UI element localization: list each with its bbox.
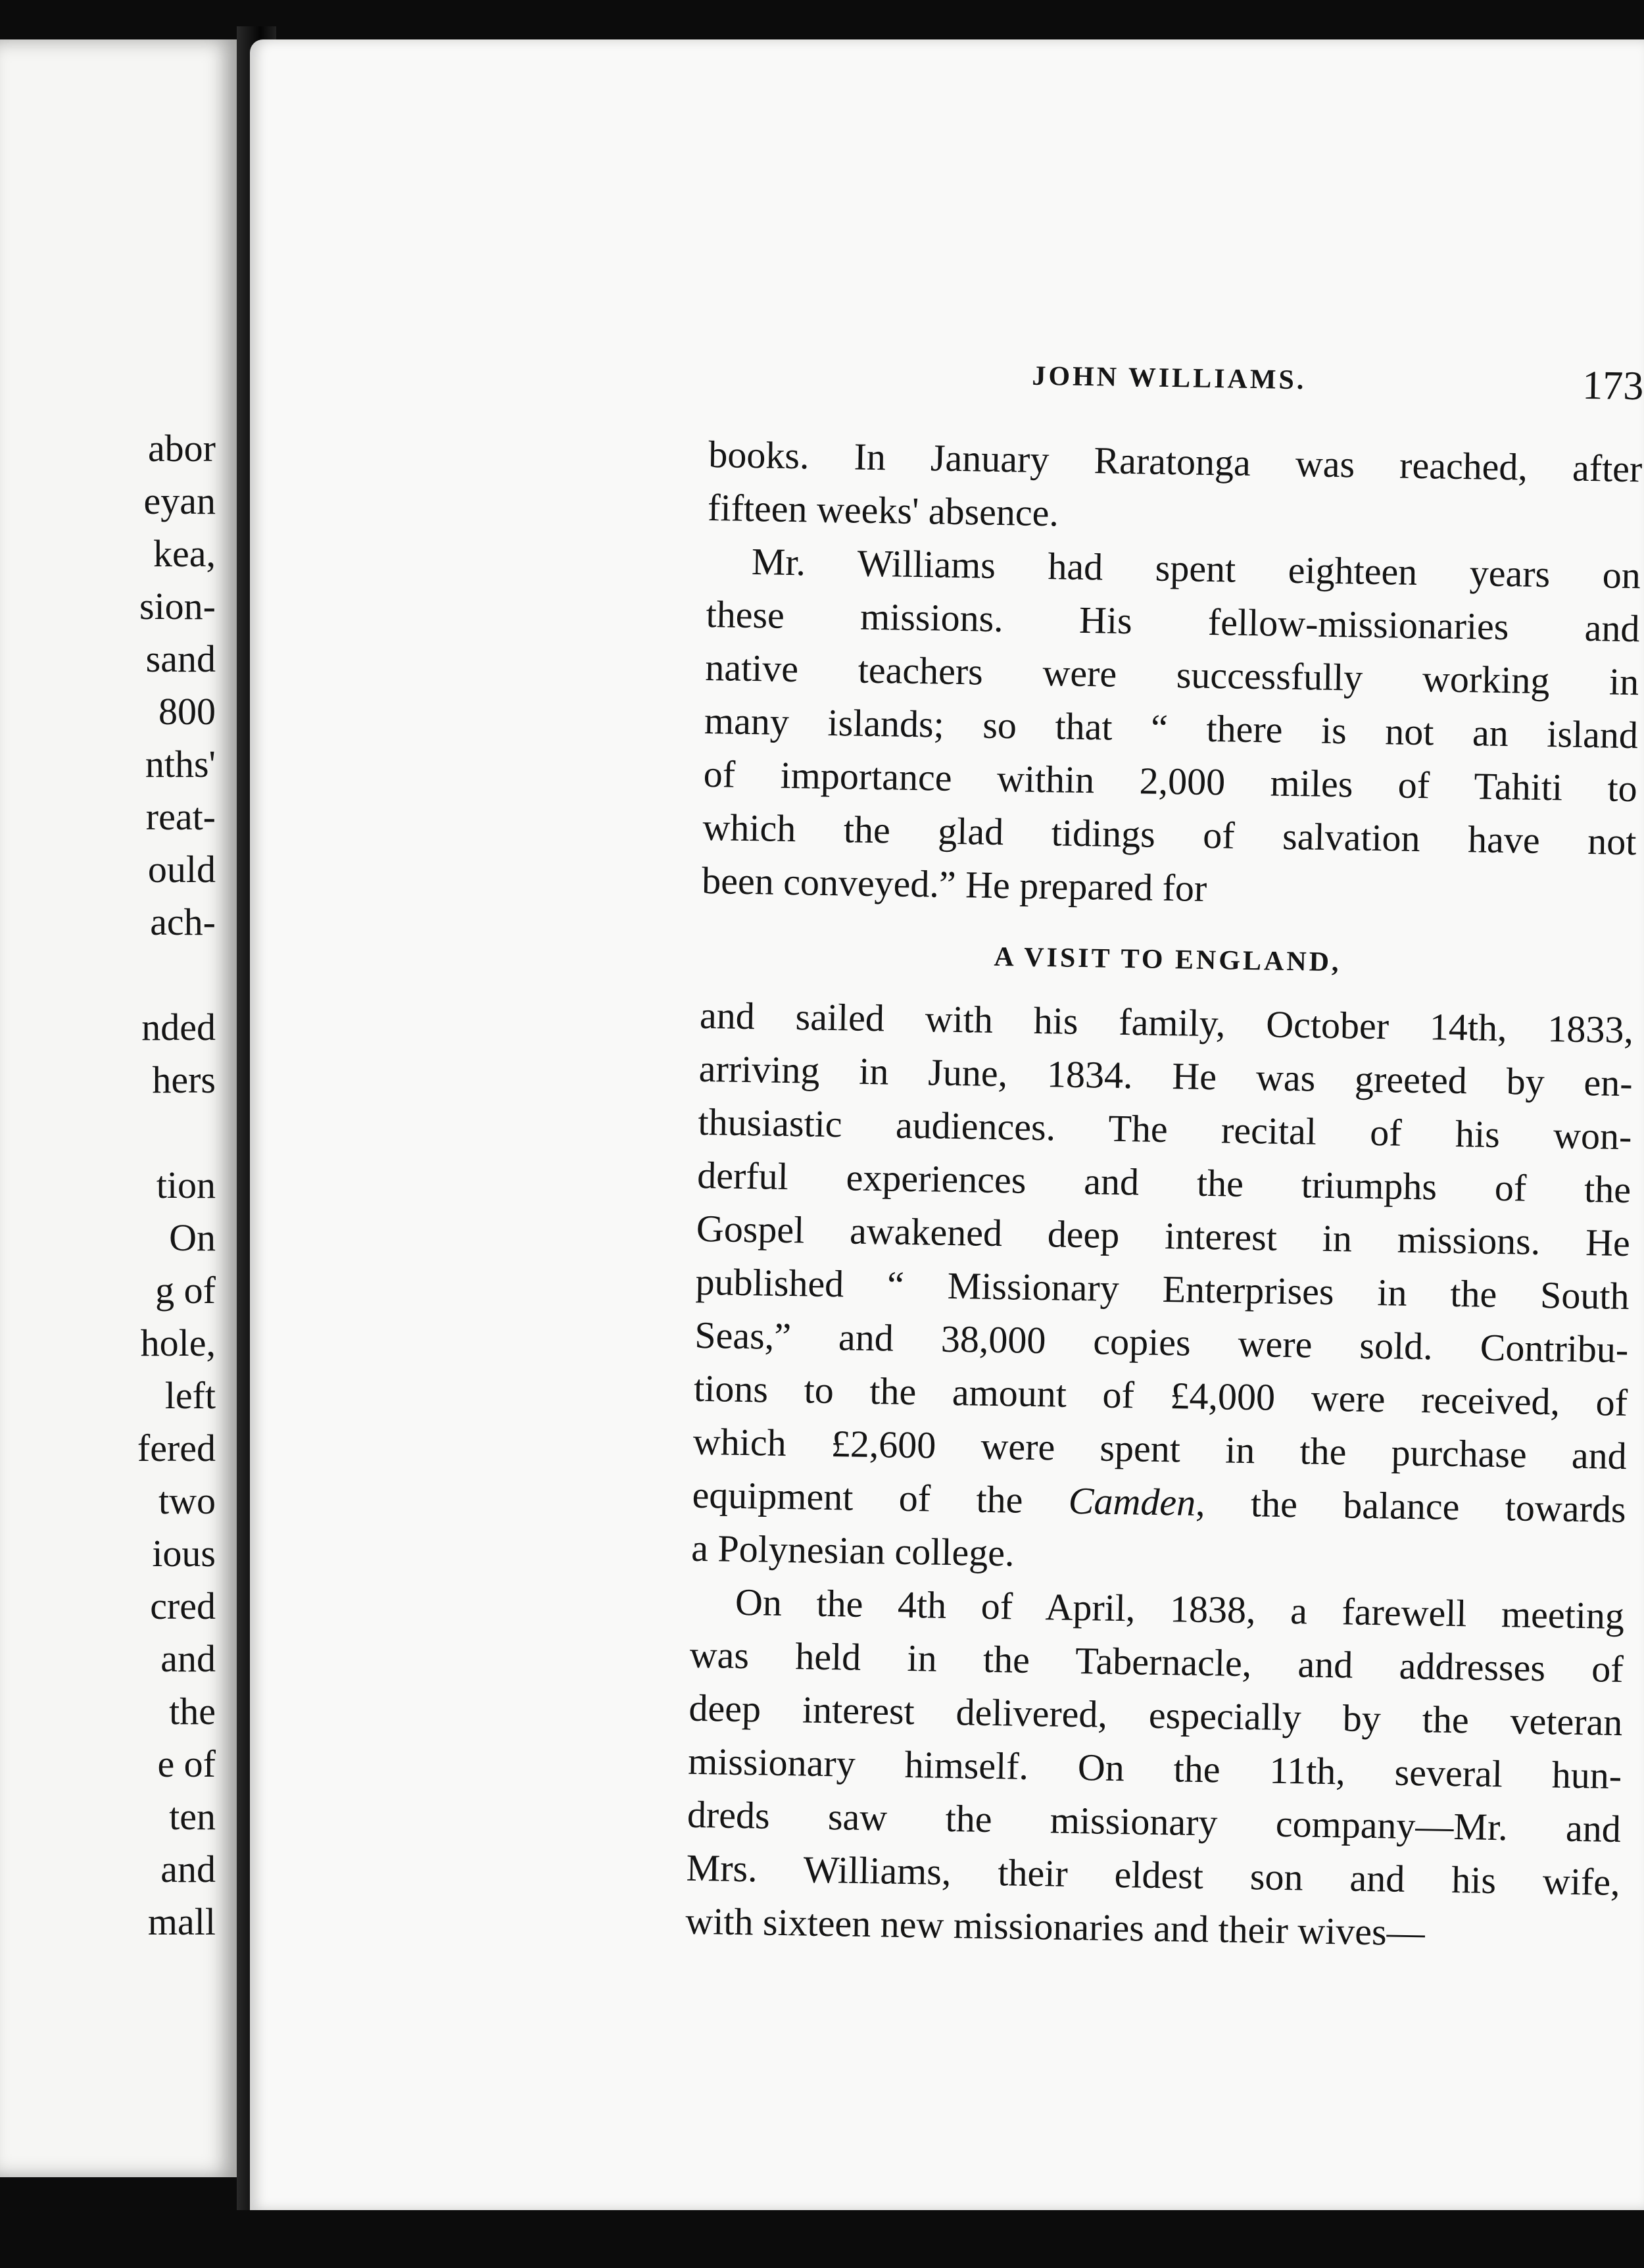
text-line: missionary himself. On the 11th, several hun- <box>687 1739 1622 1798</box>
text-line: Mr. Williams had spent eighteen years on <box>751 540 1641 597</box>
facing-line: tion <box>156 1164 216 1206</box>
paragraph-1 <box>708 428 1643 549</box>
facing-line <box>0 949 237 1001</box>
text-line: deep interest delivered, especially by the veteran <box>689 1686 1623 1744</box>
paragraph-3 <box>691 989 1634 1589</box>
facing-line: ious <box>152 1532 216 1575</box>
facing-page-text <box>0 422 237 1948</box>
facing-line: two <box>158 1479 216 1522</box>
text-segment: equipment of the <box>692 1473 1069 1522</box>
text-line: which the glad tidings of salvation have not <box>702 805 1637 864</box>
facing-line: left <box>164 1374 216 1417</box>
text-line: published “ Missionary Enterprises in the South <box>695 1260 1630 1318</box>
facing-line: cred <box>150 1585 216 1627</box>
text-line: On the 4th of April, 1838, a farewell meeting <box>735 1580 1625 1638</box>
text-line: been conveyed.” He prepared for <box>701 858 1207 910</box>
facing-line: hers <box>152 1058 216 1101</box>
page-right <box>250 39 1644 2210</box>
facing-line: ten <box>169 1795 216 1838</box>
facing-line <box>0 1106 237 1159</box>
text-line: thusiastic audiences. The recital of his won- <box>698 1100 1632 1158</box>
text-line: fifteen weeks' absence. <box>707 485 1059 535</box>
page-number: 173 <box>1582 362 1644 409</box>
facing-page-left <box>0 39 237 2177</box>
facing-line: hole, <box>140 1321 216 1364</box>
text-line: was held in the Tabernacle, and addresses of <box>689 1633 1624 1691</box>
text-line: Gospel awakened deep interest in missions. He <box>696 1206 1631 1265</box>
facing-line: nths' <box>145 743 216 785</box>
text-line: native teachers were successfully working in <box>704 645 1639 704</box>
text-line: books. In January Raratonga was reached, after <box>708 432 1643 491</box>
facing-line: g of <box>155 1269 216 1312</box>
text-line: tions to the amount of £4,000 were received, of <box>693 1366 1628 1425</box>
facing-line: abor <box>147 427 216 470</box>
facing-line: fered <box>137 1427 216 1469</box>
facing-line: sion- <box>139 585 216 628</box>
page-content <box>685 349 1644 1962</box>
text-line: which £2,600 were spent in the purchase and <box>692 1419 1628 1478</box>
text-line: many islands; so that “ there is not an island <box>704 699 1639 757</box>
facing-line: e of <box>157 1742 216 1785</box>
text-line: arriving in June, 1834. He was greeted by en- <box>698 1047 1633 1105</box>
paragraph-2 <box>702 534 1641 922</box>
facing-line: sand <box>145 637 216 680</box>
facing-line: nded <box>141 1006 216 1048</box>
text-line: a Polynesian college. <box>690 1526 1015 1575</box>
facing-line: 800 <box>158 690 216 733</box>
facing-line: the <box>169 1690 216 1733</box>
facing-line: ould <box>147 848 216 891</box>
facing-line: kea, <box>153 532 216 575</box>
paragraph-4 <box>685 1575 1625 1962</box>
facing-line: and <box>160 1637 216 1680</box>
text-line: of importance within 2,000 miles of Tahiti to <box>703 752 1638 810</box>
facing-line: ach- <box>150 900 216 943</box>
facing-line: mall <box>147 1900 216 1943</box>
text-line: Seas,” and 38,000 copies were sold. Contribu- <box>694 1313 1629 1371</box>
facing-line: eyan <box>143 480 216 522</box>
text-line: and sailed with his family, October 14th, 1833, <box>699 993 1634 1052</box>
running-head <box>710 349 1644 422</box>
text-line: Mrs. Williams, their eldest son and his wife, <box>686 1846 1621 1904</box>
running-title: JOHN WILLIAMS. <box>1032 360 1307 396</box>
facing-line: and <box>160 1848 216 1890</box>
section-heading: A VISIT TO ENGLAND, <box>994 941 1342 978</box>
text-line: these missions. His fellow-missionaries and <box>706 592 1640 651</box>
facing-line: reat- <box>145 795 216 838</box>
ship-name: Camden <box>1068 1479 1196 1524</box>
text-line: derful experiences and the triumphs of the <box>696 1153 1632 1212</box>
text-segment: , the balance towards <box>1195 1481 1626 1531</box>
text-line: dreds saw the missionary company—Mr. and <box>687 1792 1622 1851</box>
text-line: with sixteen new missionaries and their wives— <box>685 1899 1426 1954</box>
facing-line: On <box>169 1216 216 1259</box>
